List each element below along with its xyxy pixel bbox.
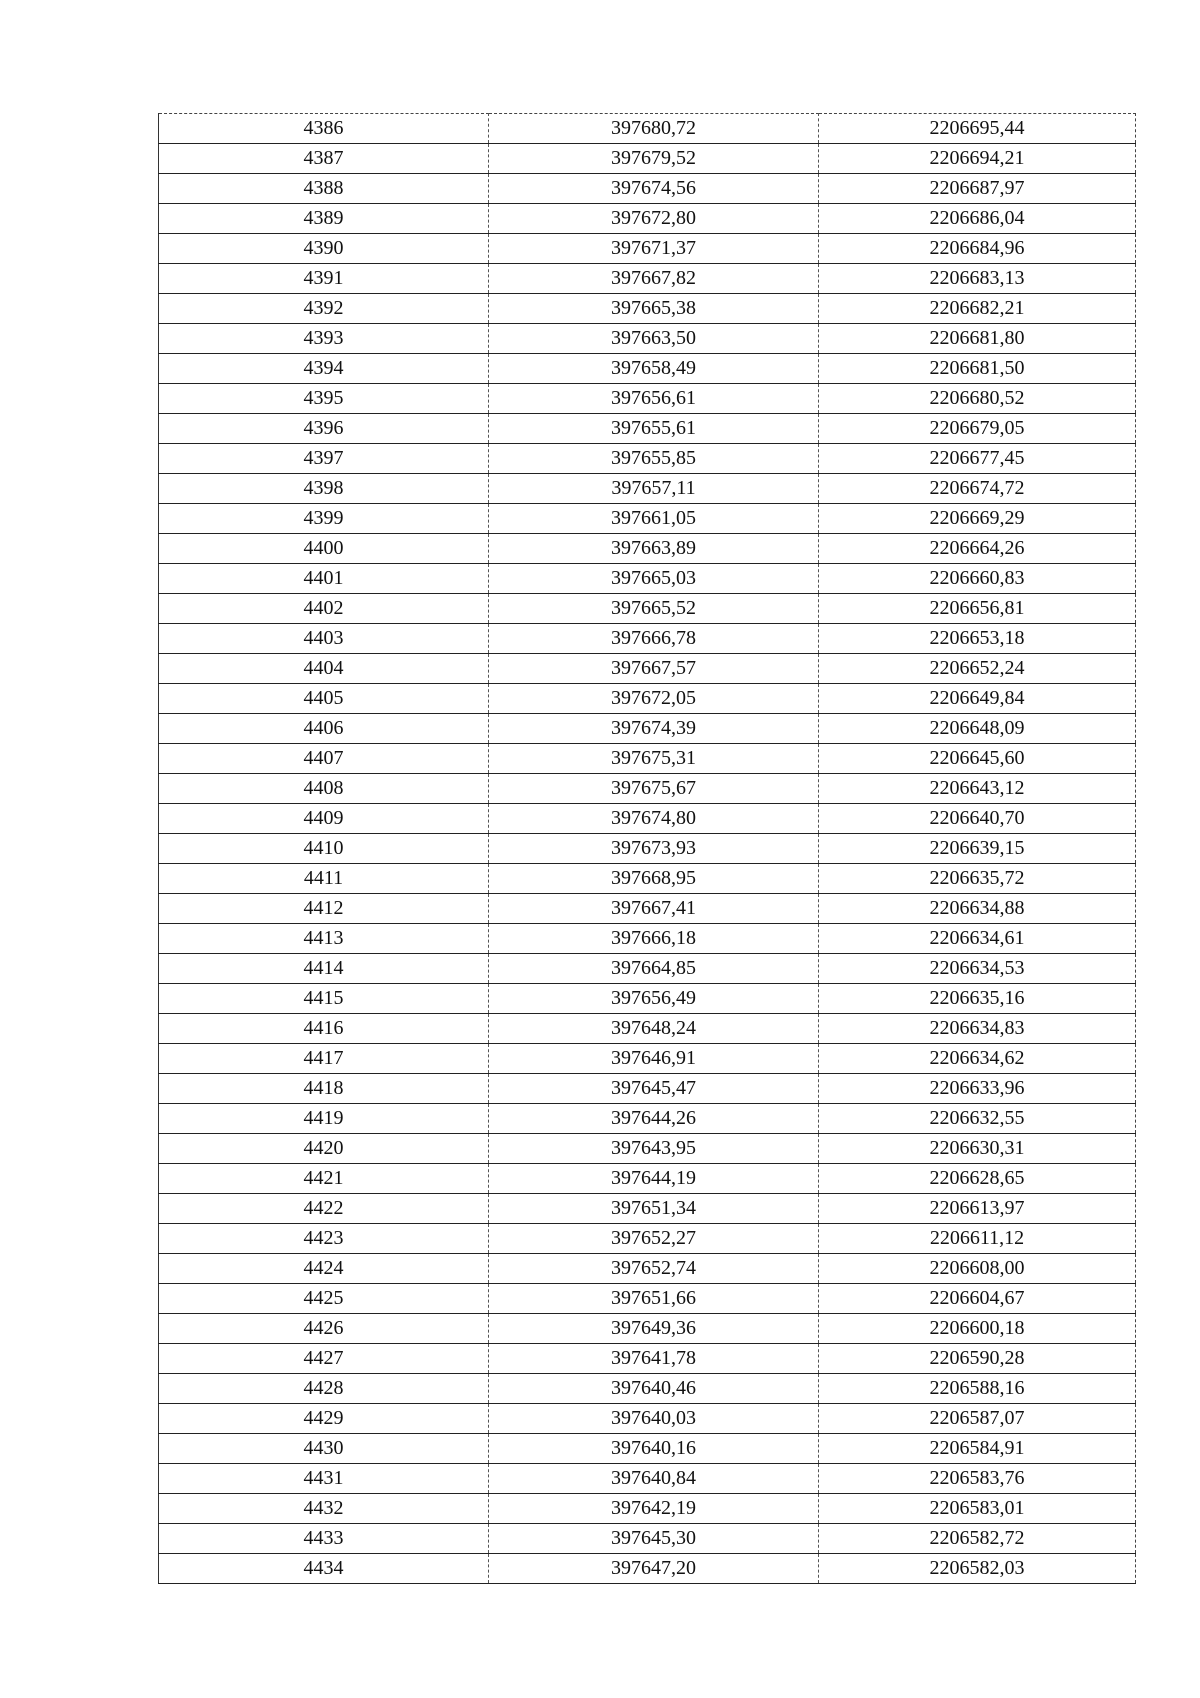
table-row xyxy=(159,564,1136,594)
x-coordinate-cell: 397667,57 xyxy=(489,654,819,684)
table-row xyxy=(159,324,1136,354)
table-row xyxy=(159,1044,1136,1074)
point-number-cell: 4413 xyxy=(159,924,489,954)
table-row xyxy=(159,1344,1136,1374)
table-row xyxy=(159,504,1136,534)
x-coordinate-cell: 397646,91 xyxy=(489,1044,819,1074)
point-number-cell: 4386 xyxy=(159,114,489,144)
x-coordinate-cell: 397657,11 xyxy=(489,474,819,504)
y-coordinate-cell: 2206634,61 xyxy=(819,924,1136,954)
x-coordinate-cell: 397674,56 xyxy=(489,174,819,204)
y-coordinate-cell: 2206630,31 xyxy=(819,1134,1136,1164)
x-coordinate-cell: 397668,95 xyxy=(489,864,819,894)
y-coordinate-cell: 2206684,96 xyxy=(819,234,1136,264)
point-number-cell: 4429 xyxy=(159,1404,489,1434)
table-row xyxy=(159,414,1136,444)
point-number-cell: 4395 xyxy=(159,384,489,414)
table-row xyxy=(159,114,1136,144)
y-coordinate-cell: 2206683,13 xyxy=(819,264,1136,294)
table-row xyxy=(159,684,1136,714)
point-number-cell: 4420 xyxy=(159,1134,489,1164)
y-coordinate-cell: 2206694,21 xyxy=(819,144,1136,174)
table-row xyxy=(159,354,1136,384)
table-row xyxy=(159,1224,1136,1254)
x-coordinate-cell: 397675,31 xyxy=(489,744,819,774)
x-coordinate-cell: 397663,89 xyxy=(489,534,819,564)
point-number-cell: 4397 xyxy=(159,444,489,474)
x-coordinate-cell: 397664,85 xyxy=(489,954,819,984)
x-coordinate-cell: 397640,03 xyxy=(489,1404,819,1434)
y-coordinate-cell: 2206660,83 xyxy=(819,564,1136,594)
table-row xyxy=(159,264,1136,294)
x-coordinate-cell: 397648,24 xyxy=(489,1014,819,1044)
x-coordinate-cell: 397661,05 xyxy=(489,504,819,534)
x-coordinate-cell: 397656,49 xyxy=(489,984,819,1014)
table-row xyxy=(159,234,1136,264)
y-coordinate-cell: 2206590,28 xyxy=(819,1344,1136,1374)
table-row xyxy=(159,534,1136,564)
point-number-cell: 4422 xyxy=(159,1194,489,1224)
point-number-cell: 4410 xyxy=(159,834,489,864)
table-row xyxy=(159,624,1136,654)
x-coordinate-cell: 397671,37 xyxy=(489,234,819,264)
point-number-cell: 4401 xyxy=(159,564,489,594)
x-coordinate-cell: 397651,66 xyxy=(489,1284,819,1314)
point-number-cell: 4391 xyxy=(159,264,489,294)
point-number-cell: 4433 xyxy=(159,1524,489,1554)
table-row xyxy=(159,954,1136,984)
point-number-cell: 4414 xyxy=(159,954,489,984)
point-number-cell: 4400 xyxy=(159,534,489,564)
x-coordinate-cell: 397674,80 xyxy=(489,804,819,834)
y-coordinate-cell: 2206648,09 xyxy=(819,714,1136,744)
x-coordinate-cell: 397663,50 xyxy=(489,324,819,354)
x-coordinate-cell: 397680,72 xyxy=(489,114,819,144)
table-row xyxy=(159,1404,1136,1434)
point-number-cell: 4393 xyxy=(159,324,489,354)
x-coordinate-cell: 397652,27 xyxy=(489,1224,819,1254)
table-row xyxy=(159,144,1136,174)
x-coordinate-cell: 397640,84 xyxy=(489,1464,819,1494)
x-coordinate-cell: 397672,05 xyxy=(489,684,819,714)
y-coordinate-cell: 2206679,05 xyxy=(819,414,1136,444)
table-row xyxy=(159,1074,1136,1104)
x-coordinate-cell: 397640,46 xyxy=(489,1374,819,1404)
x-coordinate-cell: 397674,39 xyxy=(489,714,819,744)
x-coordinate-cell: 397658,49 xyxy=(489,354,819,384)
y-coordinate-cell: 2206656,81 xyxy=(819,594,1136,624)
table-row xyxy=(159,1434,1136,1464)
y-coordinate-cell: 2206664,26 xyxy=(819,534,1136,564)
table-row xyxy=(159,1464,1136,1494)
table-row xyxy=(159,1524,1136,1554)
y-coordinate-cell: 2206681,80 xyxy=(819,324,1136,354)
point-number-cell: 4388 xyxy=(159,174,489,204)
table-row xyxy=(159,864,1136,894)
point-number-cell: 4404 xyxy=(159,654,489,684)
point-number-cell: 4403 xyxy=(159,624,489,654)
point-number-cell: 4428 xyxy=(159,1374,489,1404)
x-coordinate-cell: 397641,78 xyxy=(489,1344,819,1374)
x-coordinate-cell: 397665,38 xyxy=(489,294,819,324)
table-row xyxy=(159,1554,1136,1584)
point-number-cell: 4409 xyxy=(159,804,489,834)
point-number-cell: 4408 xyxy=(159,774,489,804)
x-coordinate-cell: 397667,41 xyxy=(489,894,819,924)
point-number-cell: 4416 xyxy=(159,1014,489,1044)
y-coordinate-cell: 2206653,18 xyxy=(819,624,1136,654)
table-row xyxy=(159,1494,1136,1524)
point-number-cell: 4399 xyxy=(159,504,489,534)
point-number-cell: 4398 xyxy=(159,474,489,504)
x-coordinate-cell: 397644,19 xyxy=(489,1164,819,1194)
y-coordinate-cell: 2206645,60 xyxy=(819,744,1136,774)
point-number-cell: 4432 xyxy=(159,1494,489,1524)
table-row xyxy=(159,774,1136,804)
table-row xyxy=(159,1254,1136,1284)
point-number-cell: 4389 xyxy=(159,204,489,234)
point-number-cell: 4407 xyxy=(159,744,489,774)
point-number-cell: 4430 xyxy=(159,1434,489,1464)
x-coordinate-cell: 397665,52 xyxy=(489,594,819,624)
x-coordinate-cell: 397645,47 xyxy=(489,1074,819,1104)
point-number-cell: 4426 xyxy=(159,1314,489,1344)
point-number-cell: 4425 xyxy=(159,1284,489,1314)
point-number-cell: 4419 xyxy=(159,1104,489,1134)
table-row xyxy=(159,1164,1136,1194)
y-coordinate-cell: 2206608,00 xyxy=(819,1254,1136,1284)
x-coordinate-cell: 397673,93 xyxy=(489,834,819,864)
y-coordinate-cell: 2206649,84 xyxy=(819,684,1136,714)
y-coordinate-cell: 2206583,76 xyxy=(819,1464,1136,1494)
y-coordinate-cell: 2206687,97 xyxy=(819,174,1136,204)
point-number-cell: 4412 xyxy=(159,894,489,924)
y-coordinate-cell: 2206669,29 xyxy=(819,504,1136,534)
x-coordinate-cell: 397645,30 xyxy=(489,1524,819,1554)
table-row xyxy=(159,474,1136,504)
y-coordinate-cell: 2206633,96 xyxy=(819,1074,1136,1104)
y-coordinate-cell: 2206640,70 xyxy=(819,804,1136,834)
x-coordinate-cell: 397666,78 xyxy=(489,624,819,654)
y-coordinate-cell: 2206587,07 xyxy=(819,1404,1136,1434)
y-coordinate-cell: 2206686,04 xyxy=(819,204,1136,234)
x-coordinate-cell: 397644,26 xyxy=(489,1104,819,1134)
table-row xyxy=(159,444,1136,474)
point-number-cell: 4396 xyxy=(159,414,489,444)
y-coordinate-cell: 2206611,12 xyxy=(819,1224,1136,1254)
y-coordinate-cell: 2206681,50 xyxy=(819,354,1136,384)
table-row xyxy=(159,1284,1136,1314)
point-number-cell: 4418 xyxy=(159,1074,489,1104)
table-row xyxy=(159,924,1136,954)
x-coordinate-cell: 397666,18 xyxy=(489,924,819,954)
y-coordinate-cell: 2206584,91 xyxy=(819,1434,1136,1464)
table-row xyxy=(159,804,1136,834)
x-coordinate-cell: 397647,20 xyxy=(489,1554,819,1584)
y-coordinate-cell: 2206634,62 xyxy=(819,1044,1136,1074)
point-number-cell: 4423 xyxy=(159,1224,489,1254)
y-coordinate-cell: 2206652,24 xyxy=(819,654,1136,684)
x-coordinate-cell: 397667,82 xyxy=(489,264,819,294)
table-row xyxy=(159,714,1136,744)
y-coordinate-cell: 2206632,55 xyxy=(819,1104,1136,1134)
table-row xyxy=(159,384,1136,414)
point-number-cell: 4431 xyxy=(159,1464,489,1494)
table-row xyxy=(159,1314,1136,1344)
coordinates-table xyxy=(158,113,1136,1584)
x-coordinate-cell: 397672,80 xyxy=(489,204,819,234)
y-coordinate-cell: 2206582,03 xyxy=(819,1554,1136,1584)
point-number-cell: 4390 xyxy=(159,234,489,264)
table-row xyxy=(159,1104,1136,1134)
point-number-cell: 4411 xyxy=(159,864,489,894)
point-number-cell: 4424 xyxy=(159,1254,489,1284)
x-coordinate-cell: 397675,67 xyxy=(489,774,819,804)
y-coordinate-cell: 2206643,12 xyxy=(819,774,1136,804)
point-number-cell: 4405 xyxy=(159,684,489,714)
point-number-cell: 4415 xyxy=(159,984,489,1014)
y-coordinate-cell: 2206634,83 xyxy=(819,1014,1136,1044)
y-coordinate-cell: 2206674,72 xyxy=(819,474,1136,504)
table-row xyxy=(159,1374,1136,1404)
y-coordinate-cell: 2206613,97 xyxy=(819,1194,1136,1224)
x-coordinate-cell: 397656,61 xyxy=(489,384,819,414)
y-coordinate-cell: 2206604,67 xyxy=(819,1284,1136,1314)
y-coordinate-cell: 2206634,88 xyxy=(819,894,1136,924)
y-coordinate-cell: 2206588,16 xyxy=(819,1374,1136,1404)
y-coordinate-cell: 2206680,52 xyxy=(819,384,1136,414)
y-coordinate-cell: 2206695,44 xyxy=(819,114,1136,144)
y-coordinate-cell: 2206635,16 xyxy=(819,984,1136,1014)
y-coordinate-cell: 2206635,72 xyxy=(819,864,1136,894)
y-coordinate-cell: 2206582,72 xyxy=(819,1524,1136,1554)
point-number-cell: 4392 xyxy=(159,294,489,324)
table-row xyxy=(159,1134,1136,1164)
y-coordinate-cell: 2206677,45 xyxy=(819,444,1136,474)
y-coordinate-cell: 2206628,65 xyxy=(819,1164,1136,1194)
table-row xyxy=(159,984,1136,1014)
x-coordinate-cell: 397652,74 xyxy=(489,1254,819,1284)
point-number-cell: 4387 xyxy=(159,144,489,174)
x-coordinate-cell: 397651,34 xyxy=(489,1194,819,1224)
table-row xyxy=(159,654,1136,684)
table-row xyxy=(159,174,1136,204)
point-number-cell: 4394 xyxy=(159,354,489,384)
y-coordinate-cell: 2206583,01 xyxy=(819,1494,1136,1524)
y-coordinate-cell: 2206639,15 xyxy=(819,834,1136,864)
point-number-cell: 4427 xyxy=(159,1344,489,1374)
point-number-cell: 4402 xyxy=(159,594,489,624)
table-row xyxy=(159,294,1136,324)
x-coordinate-cell: 397640,16 xyxy=(489,1434,819,1464)
point-number-cell: 4406 xyxy=(159,714,489,744)
table-row xyxy=(159,894,1136,924)
x-coordinate-cell: 397643,95 xyxy=(489,1134,819,1164)
x-coordinate-cell: 397679,52 xyxy=(489,144,819,174)
x-coordinate-cell: 397655,85 xyxy=(489,444,819,474)
table-row xyxy=(159,744,1136,774)
table-row xyxy=(159,204,1136,234)
x-coordinate-cell: 397642,19 xyxy=(489,1494,819,1524)
coordinates-table-body xyxy=(159,114,1136,1584)
x-coordinate-cell: 397655,61 xyxy=(489,414,819,444)
table-row xyxy=(159,834,1136,864)
table-row xyxy=(159,1194,1136,1224)
point-number-cell: 4417 xyxy=(159,1044,489,1074)
table-row xyxy=(159,594,1136,624)
x-coordinate-cell: 397649,36 xyxy=(489,1314,819,1344)
x-coordinate-cell: 397665,03 xyxy=(489,564,819,594)
point-number-cell: 4421 xyxy=(159,1164,489,1194)
table-row xyxy=(159,1014,1136,1044)
y-coordinate-cell: 2206634,53 xyxy=(819,954,1136,984)
y-coordinate-cell: 2206600,18 xyxy=(819,1314,1136,1344)
point-number-cell: 4434 xyxy=(159,1554,489,1584)
y-coordinate-cell: 2206682,21 xyxy=(819,294,1136,324)
